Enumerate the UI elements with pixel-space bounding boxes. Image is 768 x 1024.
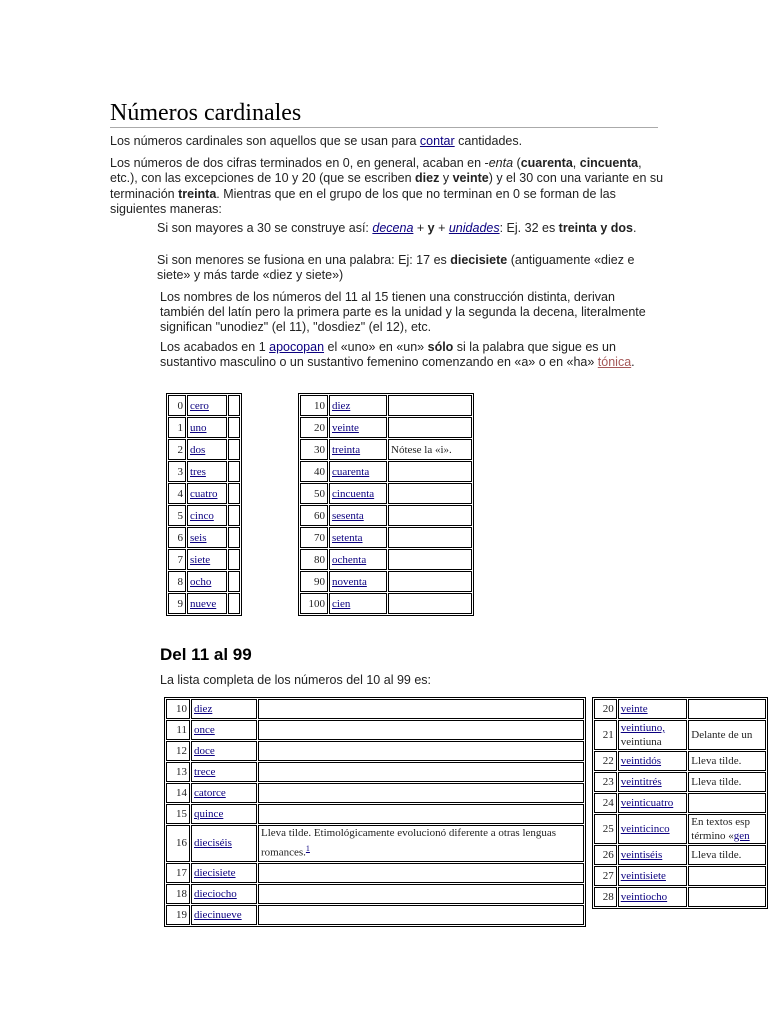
word-alt: veintiuna (620, 736, 662, 748)
number-cell: 20 (300, 417, 328, 438)
table-row (594, 814, 766, 844)
table-row (168, 593, 240, 614)
table-row (594, 793, 766, 813)
page-title: Números cardinales (110, 99, 658, 128)
word-cell (618, 866, 688, 886)
word-cell (187, 549, 227, 570)
word-link[interactable]: diecisiete (194, 866, 236, 879)
word-cell (618, 699, 688, 719)
note-text: Lleva tilde. (691, 849, 742, 861)
table-row (300, 549, 472, 570)
number-cell: 90 (300, 571, 328, 592)
word-cell (191, 783, 257, 803)
word-cell (187, 483, 227, 504)
word-cell (618, 845, 688, 865)
bold-text: treinta y dos (558, 221, 633, 235)
word-link[interactable]: nueve (190, 597, 217, 610)
note-cell (228, 483, 240, 504)
note-cell (258, 905, 584, 925)
word-cell (329, 571, 387, 592)
number-cell: 10 (300, 395, 328, 416)
number-cell: 15 (166, 804, 190, 824)
word-link[interactable]: veinte (620, 703, 648, 715)
number-cell: 27 (594, 866, 617, 886)
table-row (168, 571, 240, 592)
apocope-paragraph (160, 340, 660, 370)
word-cell (187, 417, 227, 438)
intro-paragraph (110, 134, 670, 149)
text: Si son mayores a 30 se construye así: (157, 221, 373, 235)
table-row (166, 863, 584, 883)
word-link[interactable]: cero (190, 399, 209, 412)
text: , (572, 156, 580, 170)
text: Los acabados en 1 (160, 340, 270, 354)
word-link[interactable]: veinte (332, 421, 359, 434)
word-link[interactable]: veintiséis (620, 849, 663, 861)
note-cell (688, 751, 766, 771)
number-cell: 17 (166, 863, 190, 883)
note-text: término « (691, 830, 734, 842)
table-row (168, 417, 240, 438)
note-cell (258, 762, 584, 782)
note-cell (228, 505, 240, 526)
note-cell (228, 461, 240, 482)
table-row (300, 439, 472, 460)
note-cell (688, 887, 766, 907)
note-cell (258, 720, 584, 740)
word-link[interactable]: cuatro (190, 487, 218, 500)
word-cell (329, 527, 387, 548)
table-row (166, 699, 584, 719)
note-cell (228, 527, 240, 548)
note-cell (388, 527, 472, 548)
word-link[interactable]: seis (190, 531, 207, 544)
note-cell (388, 439, 472, 460)
text: Si son menores se fusiona en una palabra: Ej: 17 es (157, 253, 451, 267)
number-cell: 12 (166, 741, 190, 761)
note-cell (258, 884, 584, 904)
text: (antiguamente «diez e siete» y más tarde «diez y siete») (157, 253, 635, 283)
number-cell: 3 (168, 461, 186, 482)
word-link[interactable]: uno (190, 421, 207, 434)
word-link[interactable]: setenta (332, 531, 363, 544)
table-20-28 (592, 697, 768, 909)
number-cell: 30 (300, 439, 328, 460)
word-link[interactable]: veintitrés (620, 776, 662, 788)
number-cell: 10 (166, 699, 190, 719)
word-cell (187, 439, 227, 460)
word-cell (618, 751, 688, 771)
word-link[interactable]: quince (194, 808, 224, 820)
text: si la palabra que sigue es un sustantivo masculino o un sustantivo femenino comenzando en «a» o en «ha» (160, 340, 616, 369)
note-cell (228, 439, 240, 460)
note-cell (388, 549, 472, 570)
number-cell: 16 (166, 825, 190, 862)
word-cell (187, 461, 227, 482)
link-contar[interactable]: contar (419, 134, 455, 148)
note-cell (228, 549, 240, 570)
word-cell (618, 887, 688, 907)
text: enta (488, 156, 514, 170)
text: el «uno» en «un» (324, 340, 428, 354)
tens-paragraph (110, 156, 670, 218)
text: Los números cardinales son aquellos que se usan para (110, 134, 420, 148)
number-cell: 22 (594, 751, 617, 771)
number-cell: 24 (594, 793, 617, 813)
note-cell (688, 814, 766, 844)
word-cell (191, 699, 257, 719)
word-link[interactable]: doce (194, 745, 215, 757)
note-cell (258, 863, 584, 883)
note-text: Lleva tilde. Etimológicamente evolucionó diferente a otras lenguas romances. (261, 827, 557, 859)
note-cell (228, 395, 240, 416)
rule-greater-30 (157, 221, 657, 236)
table-row (166, 825, 584, 862)
note-text: Delante de un (691, 729, 753, 741)
word-cell (618, 720, 688, 750)
word-cell (187, 505, 227, 526)
note-cell (258, 699, 584, 719)
word-cell (191, 863, 257, 883)
bold-text: sólo (427, 340, 454, 354)
note-text: Lleva tilde. (691, 755, 742, 767)
word-cell (191, 905, 257, 925)
bold-text: diez (415, 171, 440, 186)
number-cell: 6 (168, 527, 186, 548)
word-link[interactable]: dieciocho (194, 887, 237, 900)
word-link[interactable]: cincuenta (332, 487, 375, 500)
text: cantidades. (454, 134, 523, 148)
table-row (168, 395, 240, 416)
link-decena[interactable] (372, 221, 413, 235)
number-cell: 9 (168, 593, 186, 614)
word-cell (329, 505, 387, 526)
text: . (633, 221, 637, 235)
table-row (300, 395, 472, 416)
word-link[interactable]: veinticuatro (620, 797, 674, 809)
table-row (594, 887, 766, 907)
text: unidades (448, 221, 500, 235)
table-row (300, 483, 472, 504)
note-cell (388, 417, 472, 438)
bold-text: treinta (178, 186, 217, 201)
table-row (168, 439, 240, 460)
number-cell: 1 (168, 417, 186, 438)
word-cell (618, 793, 688, 813)
word-link[interactable]: siete (190, 553, 211, 566)
table-row (300, 571, 472, 592)
note-cell (388, 593, 472, 614)
word-link[interactable]: veintidós (620, 755, 662, 767)
text: , etc.), con las excepciones de 10 y 20 (que se escriben (110, 156, 642, 186)
number-cell: 60 (300, 505, 328, 526)
word-cell (329, 417, 387, 438)
word-cell (329, 483, 387, 504)
table-row (166, 720, 584, 740)
table-row (300, 593, 472, 614)
bold-text: veinte (452, 171, 489, 186)
table-row (166, 905, 584, 925)
number-cell: 11 (166, 720, 190, 740)
note-cell (258, 825, 584, 862)
text: . (631, 355, 635, 369)
link-tonica[interactable]: tónica (597, 355, 632, 369)
list-intro: La lista completa de los números del 10 al 99 es: (160, 673, 431, 687)
section-heading: Del 11 al 99 (160, 645, 252, 664)
word-link[interactable]: diez (332, 399, 351, 412)
eleven-fifteen-paragraph: Los nombres de los números del 11 al 15 tienen una construcción distinta, derivan también del latín pero la primera parte es la unidad y la segunda la decena, literalmente significan "unodiez" (el 11), "dosdiez" (el 12), etc. (160, 290, 646, 334)
note-cell (688, 720, 766, 750)
word-cell (329, 395, 387, 416)
units-table (166, 393, 242, 616)
note-cell (258, 804, 584, 824)
note-cell (388, 395, 472, 416)
bold-text: diecisiete (450, 253, 508, 267)
number-cell: 23 (594, 772, 617, 792)
text: + (413, 221, 428, 235)
table-10-19 (164, 697, 586, 927)
word-link[interactable]: ocho (190, 575, 212, 588)
number-cell: 7 (168, 549, 186, 570)
table-row (168, 483, 240, 504)
table-row (594, 866, 766, 886)
note-cell (688, 845, 766, 865)
word-link[interactable]: cien (332, 597, 351, 610)
word-link[interactable]: cinco (190, 509, 214, 522)
number-cell: 50 (300, 483, 328, 504)
number-cell: 8 (168, 571, 186, 592)
number-cell: 14 (166, 783, 190, 803)
table-row (166, 783, 584, 803)
word-cell (618, 814, 688, 844)
number-cell: 28 (594, 887, 617, 907)
table-row (166, 741, 584, 761)
word-link[interactable]: dieciséis (194, 837, 232, 850)
word-cell (191, 804, 257, 824)
note-cell (228, 571, 240, 592)
table-row (166, 884, 584, 904)
word-cell (191, 825, 257, 862)
note-text: Nótese la «i». (391, 443, 452, 456)
note-link[interactable]: gen (733, 830, 750, 842)
text: decena (372, 221, 414, 235)
word-link[interactable]: veintisiete (620, 870, 666, 882)
note-cell (258, 741, 584, 761)
number-cell: 80 (300, 549, 328, 570)
table-row (300, 505, 472, 526)
number-cell: 21 (594, 720, 617, 750)
number-cell: 100 (300, 593, 328, 614)
word-link[interactable]: diez (194, 703, 213, 715)
word-cell (618, 772, 688, 792)
table-row (168, 549, 240, 570)
table-row (168, 527, 240, 548)
bold-text: cuarenta (520, 156, 573, 170)
word-cell (329, 461, 387, 482)
word-cell (187, 571, 227, 592)
table-row (168, 505, 240, 526)
note-cell (228, 417, 240, 438)
note-cell (688, 866, 766, 886)
word-cell (329, 593, 387, 614)
number-cell: 40 (300, 461, 328, 482)
number-cell: 0 (168, 395, 186, 416)
text: : Ej. 32 es (499, 221, 559, 235)
table-row (166, 804, 584, 824)
text: ( (513, 156, 521, 170)
table-row (300, 527, 472, 548)
word-link[interactable]: cuarenta (332, 465, 370, 478)
tens-table (298, 393, 474, 616)
word-cell (191, 741, 257, 761)
bold-text: y (427, 221, 435, 235)
text: y (439, 171, 453, 186)
note-cell (388, 483, 472, 504)
word-link[interactable]: diecinueve (194, 908, 242, 921)
note-cell (258, 783, 584, 803)
word-cell (187, 593, 227, 614)
word-link[interactable]: trece (194, 766, 216, 778)
bold-text: cincuenta (579, 156, 639, 170)
word-link[interactable]: sesenta (332, 509, 364, 522)
note-cell (388, 505, 472, 526)
note-cell (688, 699, 766, 719)
footnote-link[interactable]: 1 (305, 844, 310, 853)
link-unidades[interactable] (449, 221, 500, 235)
note-cell (388, 571, 472, 592)
table-row (168, 461, 240, 482)
number-cell: 5 (168, 505, 186, 526)
word-link[interactable]: catorce (194, 787, 226, 799)
word-link[interactable]: veintiocho (620, 891, 668, 903)
note-text: En textos esp (691, 816, 750, 828)
word-cell (191, 762, 257, 782)
table-row (594, 772, 766, 792)
word-link[interactable]: ochenta (332, 553, 367, 566)
note-cell (688, 772, 766, 792)
number-cell: 25 (594, 814, 617, 844)
table-row (300, 417, 472, 438)
number-cell: 20 (594, 699, 617, 719)
note-cell (388, 461, 472, 482)
number-cell: 70 (300, 527, 328, 548)
word-link[interactable]: dos (190, 443, 206, 456)
rule-less-30 (157, 253, 657, 284)
number-cell: 2 (168, 439, 186, 460)
word-link[interactable]: noventa (332, 575, 367, 588)
text: Los números de dos cifras terminados en 0, en general, acaban en - (110, 156, 489, 170)
number-cell: 26 (594, 845, 617, 865)
word-cell (329, 549, 387, 570)
number-cell: 13 (166, 762, 190, 782)
word-link[interactable]: treinta (332, 443, 361, 456)
table-row (594, 751, 766, 771)
number-cell: 4 (168, 483, 186, 504)
number-cell: 19 (166, 905, 190, 925)
word-cell (329, 439, 387, 460)
text: ) y el 30 con una variante en su terminación (110, 171, 664, 201)
table-row (594, 845, 766, 865)
word-cell (191, 720, 257, 740)
note-text: Lleva tilde. (691, 776, 742, 788)
note-cell (688, 793, 766, 813)
word-link[interactable]: veinticinco (620, 823, 670, 835)
text: + (434, 221, 449, 235)
table-row (594, 699, 766, 719)
link-apocopan[interactable]: apocopan (269, 340, 325, 354)
word-cell (191, 884, 257, 904)
table-row (594, 720, 766, 750)
word-cell (187, 527, 227, 548)
number-cell: 18 (166, 884, 190, 904)
word-link[interactable]: once (194, 724, 215, 736)
note-cell (228, 593, 240, 614)
table-row (166, 762, 584, 782)
text: . Mientras que en el grupo de los que no terminan en 0 se forman de las siguientes maneras: (110, 186, 616, 217)
word-link[interactable]: veintiuno, (620, 722, 666, 734)
table-row (300, 461, 472, 482)
word-cell (187, 395, 227, 416)
word-link[interactable]: tres (190, 465, 206, 478)
